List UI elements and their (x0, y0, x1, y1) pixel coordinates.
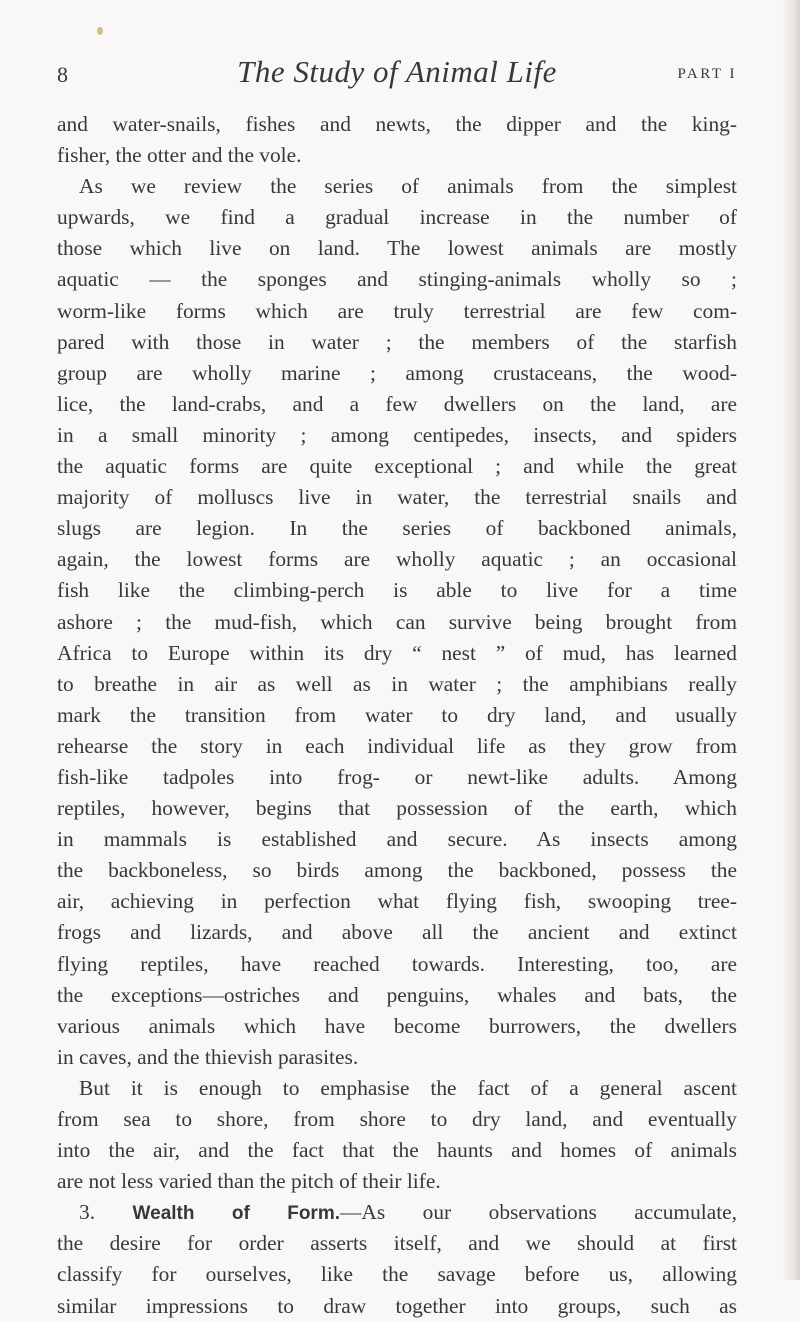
text-line: upwards, we find a gradual increase in the number of (57, 205, 737, 230)
text-line: into the air, and the fact that the haunts and homes of animals (57, 1138, 737, 1163)
running-header (57, 52, 737, 92)
part-label: PART I (677, 66, 737, 82)
text-line: aquatic — the sponges and stinging-animals wholly so ; (57, 267, 737, 292)
text-line: in caves, and the thievish parasites. (57, 1044, 359, 1069)
text-line: As we review the series of animals from the simplest (79, 174, 737, 199)
paper-stain (97, 27, 103, 35)
running-title: The Study of Animal Life (237, 54, 557, 89)
text-line: similar impressions to draw together into groups, such as (57, 1293, 737, 1318)
text-line: to breathe in air as well as in water ; the amphibians really (57, 671, 737, 696)
text-line: the exceptions—ostriches and penguins, whales and bats, the (57, 982, 737, 1007)
section-heading-line (57, 1197, 737, 1228)
text-line: in a small minority ; among centipedes, insects, and spiders (57, 422, 737, 447)
text-line: Africa to Europe within its dry “ nest ” of mud, has learned (57, 640, 737, 665)
text-line: classify for ourselves, like the savage before us, allowing (57, 1262, 737, 1287)
text-line: air, achieving in perfection what flying fish, swooping tree- (57, 889, 737, 914)
text-line: and water-snails, fishes and newts, the dipper and the king- (57, 112, 737, 136)
page-number: 8 (57, 62, 69, 87)
text-line: the backboneless, so birds among the backboned, possess the (57, 858, 737, 883)
text-line: the aquatic forms are quite exceptional ; and while the great (57, 454, 737, 479)
text-line: fish-like tadpoles into frog- or newt-like adults. Among (57, 764, 737, 789)
section-title: Wealth of Form. (132, 1203, 341, 1225)
text-line: majority of molluscs live in water, the terrestrial snails and (57, 485, 737, 510)
text-line: group are wholly marine ; among crustaceans, the wood- (57, 360, 737, 385)
text-line: mark the transition from water to dry land, and usually (57, 702, 737, 727)
text-line: flying reptiles, have reached towards. Interesting, too, are (57, 951, 737, 976)
text-line: fish like the climbing-perch is able to live for a time (57, 578, 737, 603)
text-line: from sea to shore, from shore to dry land, and eventually (57, 1107, 737, 1131)
text-line: pared with those in water ; the members of the starfish (57, 329, 737, 354)
section-first-line-text: —As our observations accumulate, (340, 1200, 737, 1225)
text-line: But it is enough to emphasise the fact of a general ascent (79, 1075, 737, 1100)
text-line: slugs are legion. In the series of backboned animals, (57, 516, 737, 541)
text-line: various animals which have become burrowers, the dwellers (57, 1013, 737, 1038)
text-line: worm-like forms which are truly terrestrial are few com- (57, 298, 737, 323)
text-line: ashore ; the mud-fish, which can survive being brought from (57, 609, 737, 634)
text-line: rehearse the story in each individual life as they grow from (57, 733, 737, 758)
page-edge-shadow (782, 0, 800, 1280)
text-line: fisher, the otter and the vole. (57, 143, 302, 168)
text-line: lice, the land-crabs, and a few dwellers on the land, are (57, 391, 737, 416)
text-line: the desire for order asserts itself, and we should at first (57, 1231, 737, 1256)
body-text (57, 109, 737, 1322)
text-line: frogs and lizards, and above all the ancient and extinct (57, 920, 737, 945)
text-line: are not less varied than the pitch of their life. (57, 1169, 441, 1194)
text-line: again, the lowest forms are wholly aquatic ; an occasional (57, 547, 737, 572)
section-number: 3. (79, 1200, 96, 1225)
text-line: reptiles, however, begins that possession of the earth, which (57, 796, 737, 821)
text-line: in mammals is established and secure. As insects among (57, 827, 737, 852)
text-line: those which live on land. The lowest animals are mostly (57, 236, 737, 261)
